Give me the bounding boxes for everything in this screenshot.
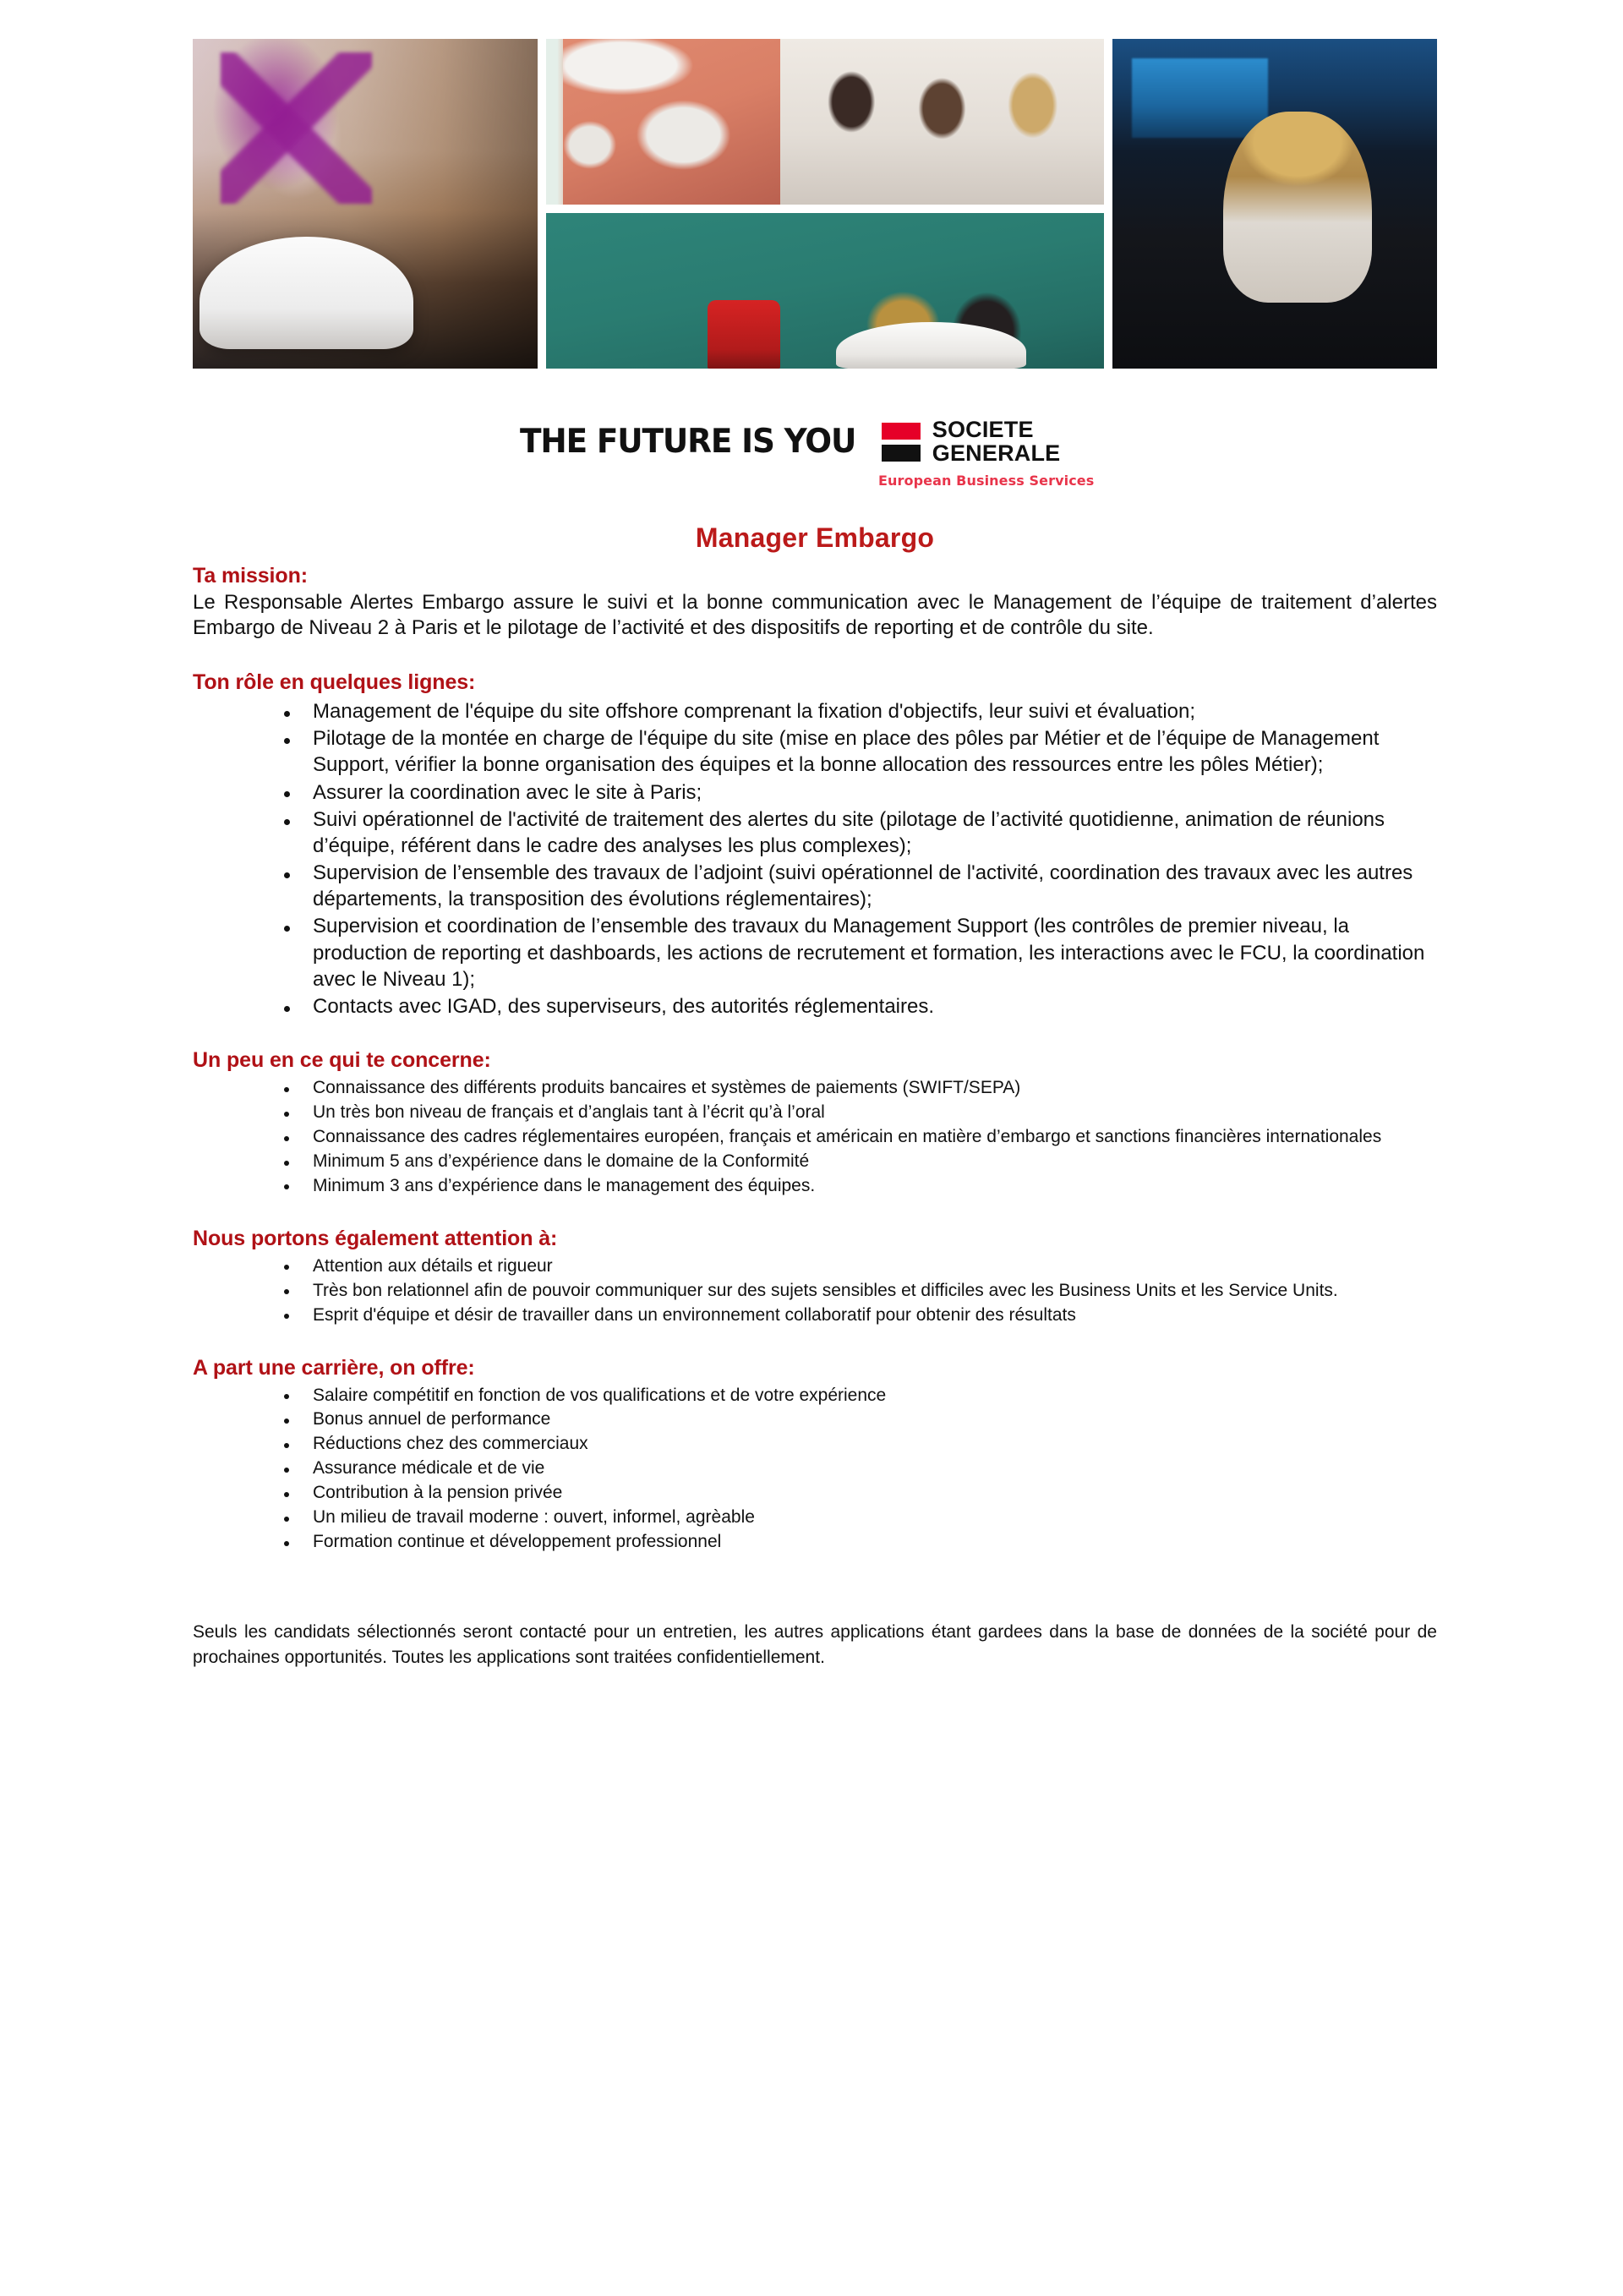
list-item: Un très bon niveau de français et d’anglais tant à l’écrit qu’à l’oral (193, 1101, 1437, 1124)
list-item: Contribution à la pension privée (193, 1481, 1437, 1505)
section-heading-profile: Un peu en ce qui te concerne: (193, 1048, 491, 1073)
attention-bullet-list (193, 1255, 1437, 1327)
list-item: Salaire compétitif en fonction de vos qualifications et de votre expérience (193, 1384, 1437, 1408)
section-heading-offer: A part une carrière, on offre: (193, 1355, 475, 1380)
entity-name: European Business Services (878, 473, 1095, 489)
list-item: Bonus annuel de performance (193, 1408, 1437, 1431)
list-item: Supervision de l’ensemble des travaux de l’adjoint (suivi opérationnel de l'activité, coordination des travaux avec les autres départements, la transposition des évolutions réglementaires); (193, 860, 1437, 912)
list-item: Supervision et coordination de l’ensemble des travaux du Management Support (les contrôles de premier niveau, la production de reporting et dashboards, les actions de recrutement et formation, les interactions avec le FCU, la coordination avec le Niveau 1); (193, 913, 1437, 992)
logo-tagline: THE FUTURE IS YOU (520, 423, 856, 462)
wordmark-line-1: SOCIETE (932, 417, 1034, 442)
list-item: Assurance médicale et de vie (193, 1457, 1437, 1480)
photo-collage-banner (193, 39, 1437, 369)
section-heading-mission: Ta mission: (193, 564, 308, 588)
list-item: Connaissance des différents produits bancaires et systèmes de paiements (SWIFT/SEPA) (193, 1076, 1437, 1100)
collage-column-middle (546, 39, 1104, 369)
list-item: Assurer la coordination avec le site à Paris; (193, 779, 1437, 806)
collage-column-right (1112, 39, 1437, 369)
list-item: Réductions chez des commerciaux (193, 1432, 1437, 1456)
list-item: Minimum 5 ans d’expérience dans le domaine de la Conformité (193, 1150, 1437, 1173)
section-heading-attention: Nous portons également attention à: (193, 1226, 558, 1250)
photo-meeting-room-purple-wall (193, 39, 538, 369)
list-item: Management de l'équipe du site offshore comprenant la fixation d'objectifs, leur suivi et évaluation; (193, 698, 1437, 724)
list-item: Un milieu de travail moderne : ouvert, informel, agrèable (193, 1506, 1437, 1529)
brand-logo (520, 418, 1112, 495)
list-item: Esprit d'équipe et désir de travailler dans un environnement collaboratif pour obtenir des résultats (193, 1304, 1437, 1327)
wordmark-line-2: GENERALE (932, 440, 1061, 466)
societe-generale-wordmark (932, 418, 1061, 465)
list-item: Suivi opérationnel de l'activité de traitement des alertes du site (pilotage de l’activité quotidienne, animation de réunions d’équipe, référent dans le cadre des analyses les plus complexes); (193, 806, 1437, 859)
photo-colleagues-at-monitors (1112, 39, 1437, 369)
list-item: Connaissance des cadres réglementaires européen, français et américain en matière d’embargo et sanctions financières internationales (193, 1125, 1437, 1149)
collage-column-left (193, 39, 538, 369)
list-item: Très bon relationnel afin de pouvoir communiquer sur des sujets sensibles et difficiles avec les Business Units et les Service Units. (193, 1279, 1437, 1303)
photo-two-colleagues-teal-wall (546, 213, 1104, 369)
sg-mark-red-half (882, 423, 921, 440)
confidentiality-note: Seuls les candidats sélectionnés seront contacté pour un entretien, les autres applications étant gardees dans la base de données de la société pour de prochaines opportunités. Toutes les applications sont traitées confidentiellement. (193, 1622, 1437, 1668)
list-item: Minimum 3 ans d’expérience dans le management des équipes. (193, 1174, 1437, 1198)
list-item: Pilotage de la montée en charge de l'équipe du site (mise en place des pôles par Métier et de l’équipe de Management Support, vérifier la bonne organisation des équipes et la bonne allocation des ressources entre les pôles Métier); (193, 725, 1437, 778)
mission-paragraph: Le Responsable Alertes Embargo assure le suivi et la bonne communication avec le Management de l’équipe de traitement d’alertes Embargo de Niveau 2 à Paris et le pilotage de l’activité et des dispositifs de reporting et de contrôle du site. (193, 591, 1437, 640)
list-item: Attention aux détails et rigueur (193, 1255, 1437, 1278)
societe-generale-mark-icon (882, 423, 921, 462)
section-heading-role: Ton rôle en quelques lignes: (193, 670, 476, 694)
list-item: Formation continue et développement professionnel (193, 1530, 1437, 1554)
profile-bullet-list (193, 1076, 1437, 1198)
offer-bullet-list (193, 1384, 1437, 1554)
photo-three-colleagues-world-map-wall (546, 39, 1104, 205)
list-item: Contacts avec IGAD, des superviseurs, des autorités réglementaires. (193, 993, 1437, 1020)
job-description (193, 522, 1437, 1689)
logo-row (520, 418, 1112, 465)
role-bullet-list (193, 698, 1437, 1020)
page-title: Manager Embargo (695, 522, 935, 553)
sg-mark-white-bar (882, 440, 921, 445)
